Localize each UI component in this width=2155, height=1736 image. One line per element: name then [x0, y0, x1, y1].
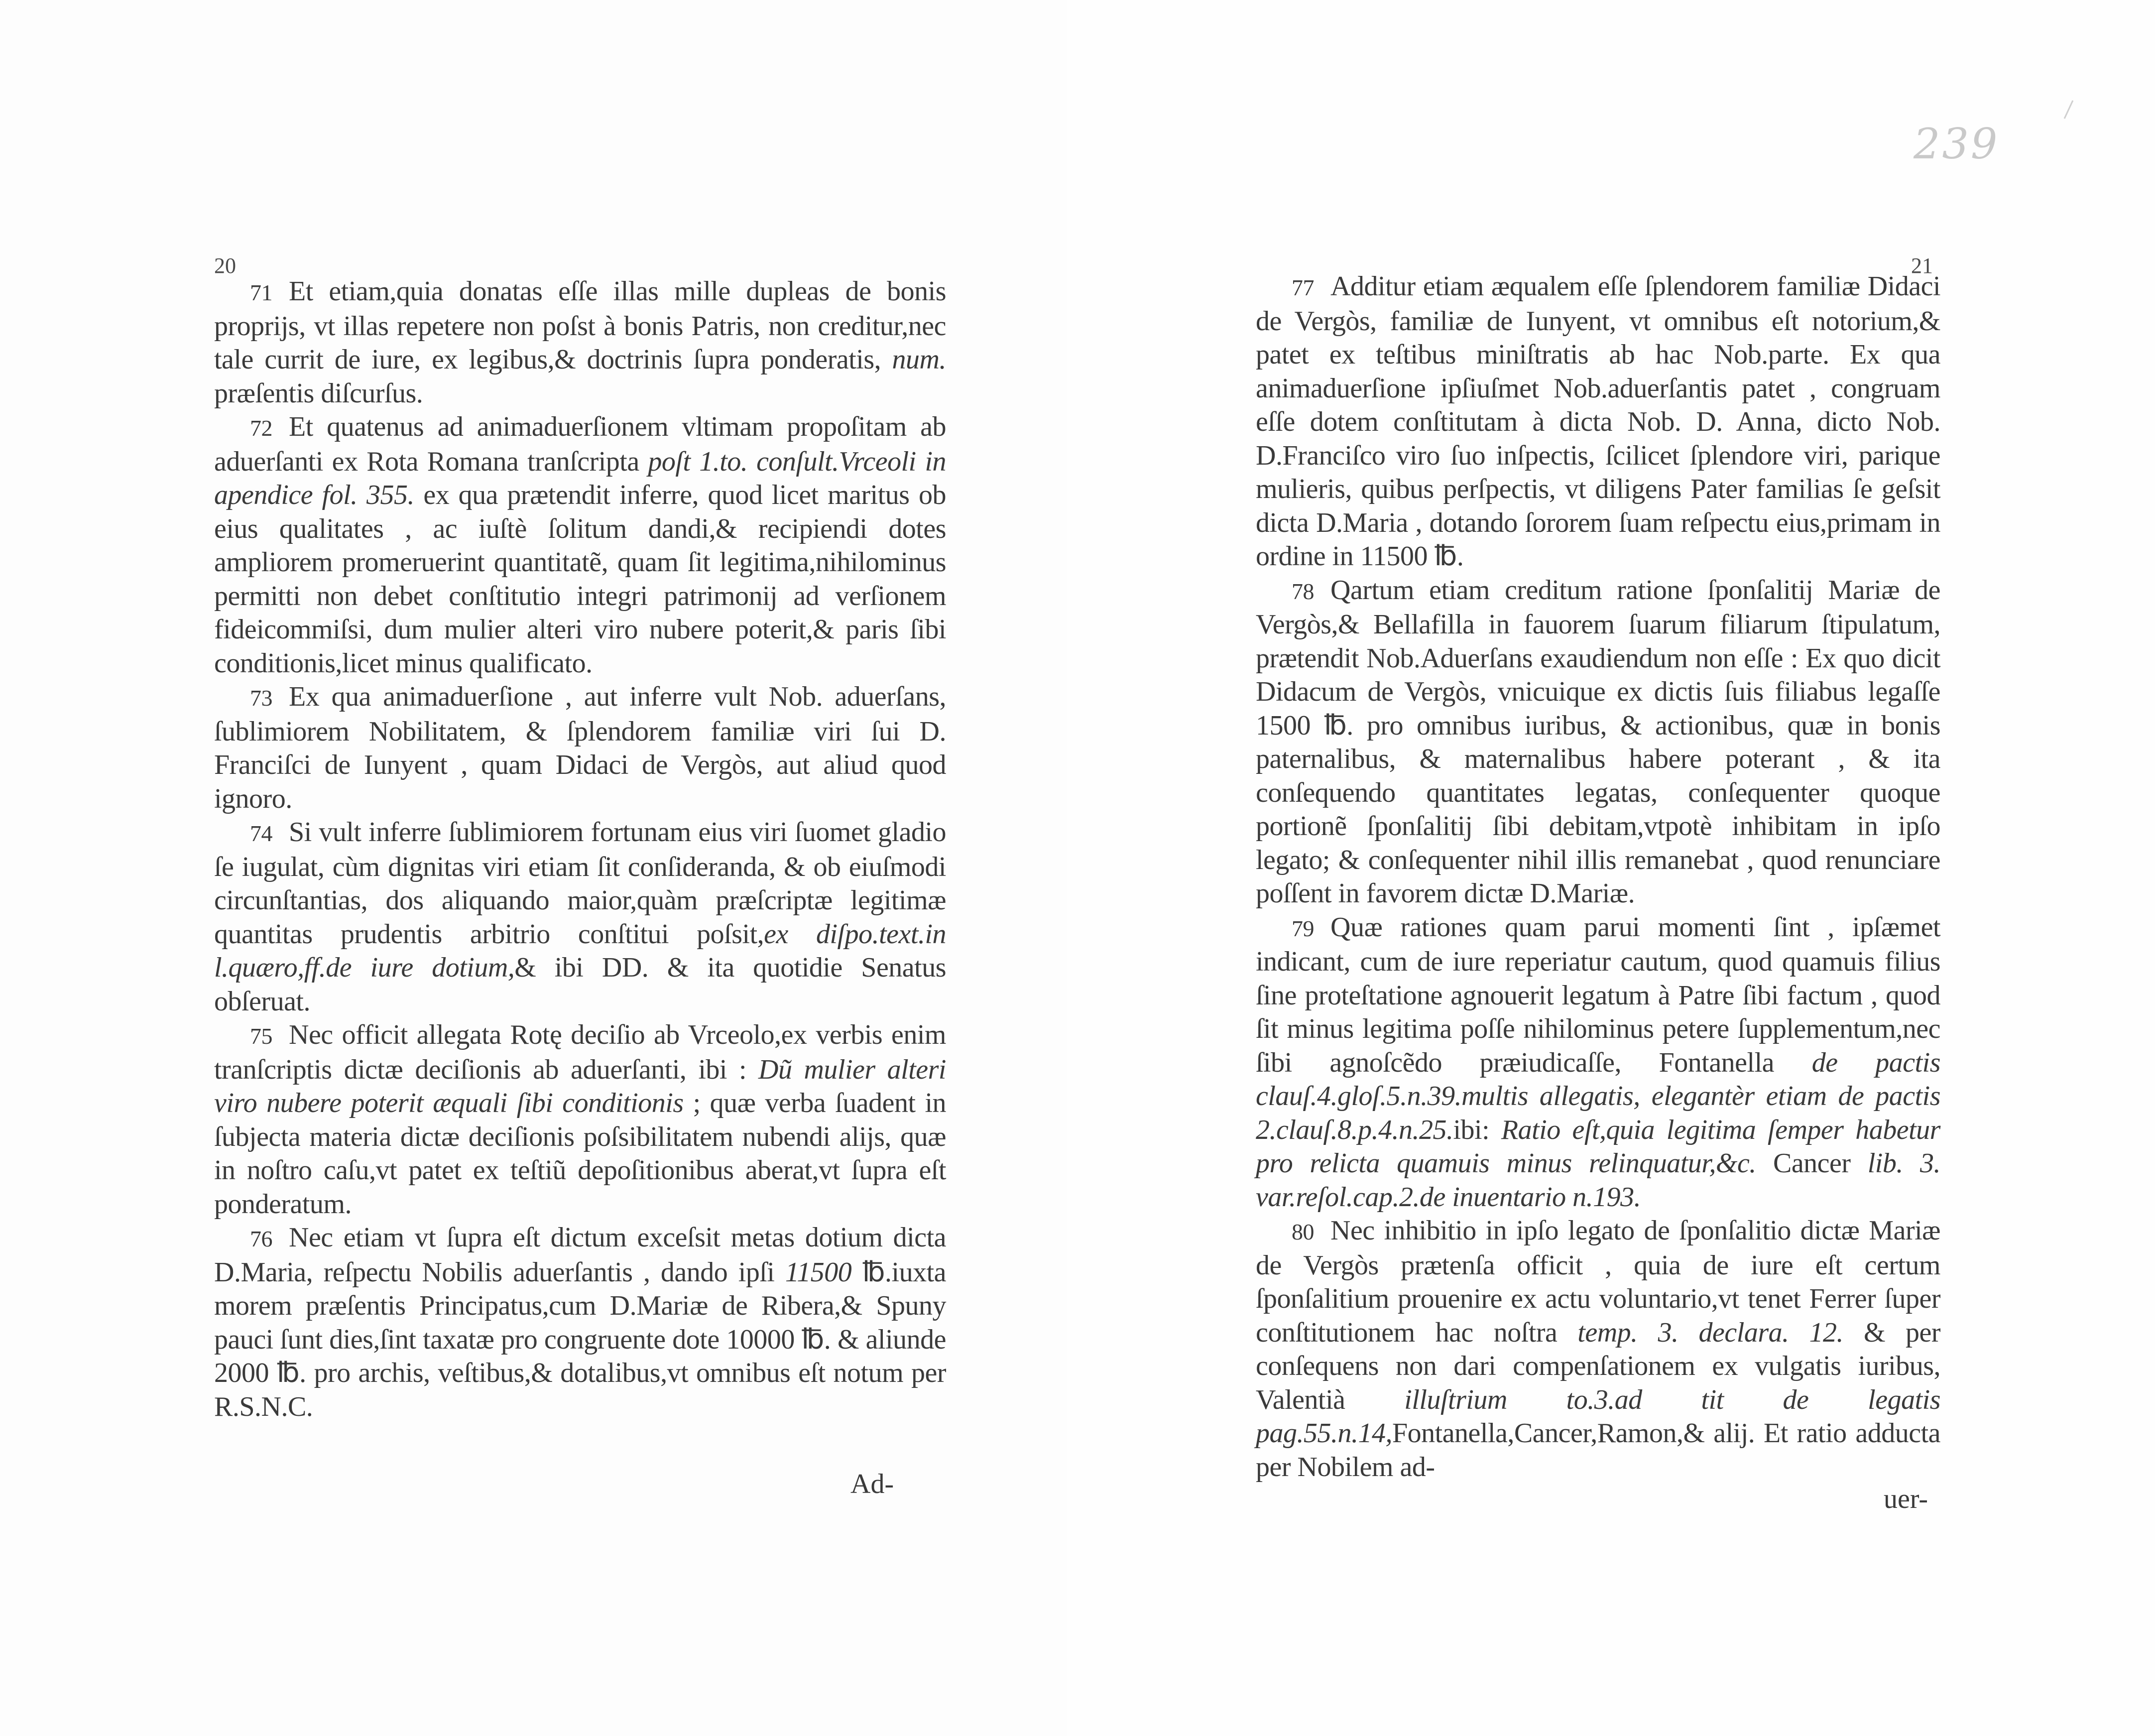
paragraph-number: 74: [250, 821, 272, 846]
citation-text: temp. 3. declara. 12.: [1577, 1317, 1844, 1348]
body-text: ; quæ verba ſuadent in ſubjecta materia dictæ deciſionis poſsibilitatem nubendi alijs, quæ in noſtro caſu,vt patet ex teſtiũ depoſitionibus aberat,vt ſupra eſt ponderatum.: [214, 1088, 947, 1220]
paragraph-73: [214, 680, 946, 816]
body-text: Nec inhibitio in ipſo legato de ſponſalitio dictæ Mariæ de Vergòs prætenſa officit , quia de iure eſt certum ſponſalitium prouenire ex actu voluntario,vt tenet Ferrer ſuper conſtitutionem hac noſtra: [1256, 1215, 1940, 1348]
paragraph-72: [214, 410, 946, 680]
page-number-right: 21: [1911, 253, 1933, 278]
left-page: [0, 0, 1067, 1736]
catchword-right: uer-: [1884, 1484, 1928, 1514]
body-text: & per conſequens non dari compenſationem ex vulgatis iuribus, Valentià: [1256, 1317, 1941, 1415]
paragraph-number: 77: [1292, 275, 1314, 300]
body-text: Cancer: [1756, 1148, 1868, 1179]
left-page-text: [214, 275, 946, 1424]
paragraph-number: 78: [1292, 578, 1314, 604]
body-text: Quæ rationes quam parui momenti ſint , ipſæmet indicant, cum de iure reperiatur cautum, quod quamuis filius ſine proteſtatione agnouerit legatum à Patre ſibi factum , quod ſit minus legitima poſſe nihilominus petere ſupplementum,nec ſibi agnoſcẽdo præiudicaſſe, Fontanella: [1256, 911, 1940, 1078]
pencil-mark: [2064, 100, 2074, 119]
body-text: Et etiam,quia donatas eſſe illas mille dupleas de bonis proprijs, vt illas repetere non poſst à bonis Patris, non creditur,nec tale currit de iure, ex legibus,& doctrinis ſupra ponderatis,: [214, 276, 946, 375]
citation-text: poſt 1.to. conſult.Vrceoli in apendice fol. 355.: [214, 446, 946, 510]
paragraph-number: 80: [1292, 1219, 1314, 1244]
paragraph-number: 75: [250, 1023, 272, 1049]
body-text: ℔.iuxta morem præſentis Principatus,cum D.Mariæ de Ribera,& Spuny pauci ſunt dies,ſint taxatæ pro congruente dote 10000 ℔. & aliunde 2000 ℔. pro archis, veſtibus,& dotalibus,vt omnibus eſt notum per R.S.N.C.: [214, 1256, 946, 1422]
body-text: præſentis diſcurſus.: [214, 377, 423, 409]
paragraph-75: [214, 1018, 946, 1221]
body-text: Si vult inferre ſublimiorem fortunam eius viri ſuomet gladio ſe iugulat, cùm dignitas viri etiam ſit conſideranda, & ob eiuſmodi circunſtantias, dos aliquando maior,quàm præſcriptæ legitimæ quantitas prudentis arbitrio conſtitui poſsit,: [214, 817, 946, 950]
body-text: Additur etiam æqualem eſſe ſplendorem familiæ Didaci de Vergòs, familiæ de Iunyent, vt omnibus eſt notorium,& patet ex teſtibus miniſtratis ab hac Nob.parte. Ex qua animaduerſione ipſiuſmet Nob.aduerſantis patet , congruam eſſe dotem conſtitutam à dicta Nob. D. Anna, dicto Nob. D.Franciſco viro ſuo inſpectis, ſcilicet ſplendore viri, parique mulieris, quibus perſpectis, vt diligens Pater familias ſe geſsit dicta D.Maria , dotando ſororem ſuam reſpectu eius,primam in ordine in 11500 ℔.: [1256, 271, 1940, 572]
body-text: ibi:: [1453, 1114, 1501, 1145]
citation-text: Ratio eſt,quia legitima ſemper habetur pro relicta quamuis minus relinquatur,&c.: [1256, 1114, 1940, 1179]
paragraph-74: [214, 816, 946, 1018]
citation-text: ex diſpo.text.in l.quæro,ff.de iure dotium,: [214, 918, 947, 983]
body-text: Et quatenus ad animaduerſionem vltimam propoſitam ab aduerſanti ex Rota Romana tranſcripta: [214, 411, 946, 477]
citation-text: illuſtrium to.3.ad tit de legatis pag.55.n.14,: [1256, 1384, 1940, 1449]
paragraph-number: 79: [1292, 915, 1314, 941]
body-text: Nec officit allegata Rotę deciſio ab Vrceolo,ex verbis enim tranſcriptis dictæ deciſionis ab aduerſanti, ibi :: [214, 1019, 946, 1085]
right-page-text: [1256, 270, 1940, 1484]
body-text: Ex qua animaduerſione , aut inferre vult Nob. aduerſans, ſublimiorem Nobilitatem, & ſplendorem familiæ viri ſui D. Franciſci de Iunyent , quam Didaci de Vergòs, aut aliud quod ignoro.: [214, 681, 946, 814]
page-number-left: 20: [214, 253, 236, 278]
paragraph-76: [214, 1221, 946, 1424]
handwritten-folio-number: 239: [1914, 120, 2000, 168]
citation-text: Dũ mulier alteri viro nubere poterit æquali ſibi conditionis: [214, 1054, 946, 1118]
paragraph-number: 72: [250, 415, 272, 441]
citation-text: num.: [892, 344, 946, 375]
paragraph-78: [1256, 574, 1940, 911]
paragraph-80: [1256, 1214, 1940, 1484]
body-text: & ibi DD. & ita quotidie Senatus obſeruat.: [214, 952, 946, 1017]
body-text: Qartum etiam creditum ratione ſponſalitij Mariæ de Vergòs,& Bellafilla in fauorem ſuarum filiarum ſtipulatum, prætendit Nob.Aduerſans exaudiendum non eſſe : Ex quo dicit Didacum de Vergòs, vnicuique ex dictis ſuis filiabus legaſſe 1500 ℔. pro omnibus iuribus, & actionibus, quæ in bonis paternalibus, & maternalibus habere poterant , & ita conſequendo quantitates legatas, conſequenter quoque portionẽ ſponſalitij ſibi debitam,vtpotè inhibitam in ipſo legato; & conſequenter nihil illis remanebat , quod renunciare poſſent in favorem dictæ D.Mariæ.: [1256, 574, 1940, 909]
paragraph-71: [214, 275, 946, 410]
body-text: ex qua prætendit inferre, quod licet maritus ob eius qualitates , ac iuſtè ſolitum dandi,& recipiendi dotes ampliorem promeruerint quantitatẽ, quam ſit legitima,nihilominus permitti non debet conſtitutio integri patrimonij ad verſionem fideicommiſsi, dum mulier alteri viro nubere poterit,& paris ſibi conditionis,licet minus qualificato.: [214, 480, 946, 679]
catchword-left: Ad-: [850, 1469, 894, 1499]
body-text: Fontanella,Cancer,Ramon,& alij. Et ratio adducta per Nobilem ad-: [1256, 1418, 1940, 1483]
paragraph-77: [1256, 270, 1940, 574]
paragraph-number: 71: [250, 280, 272, 305]
citation-text: lib. 3. var.reſol.cap.2.de inuentario n.193.: [1256, 1148, 1940, 1213]
paragraph-number: 73: [250, 685, 272, 711]
paragraph-79: [1256, 911, 1940, 1215]
citation-text: 11500: [785, 1256, 852, 1288]
paragraph-number: 76: [250, 1226, 272, 1251]
body-text: Nec etiam vt ſupra eſt dictum exceſsit metas dotium dicta D.Maria, reſpectu Nobilis aduerſantis , dando ipſi: [214, 1222, 946, 1288]
citation-text: de pactis clauſ.4.gloſ.5.n.39.multis allegatis, elegantèr etiam de pactis 2.clauſ.8.p.4.n.25.: [1256, 1047, 1940, 1145]
